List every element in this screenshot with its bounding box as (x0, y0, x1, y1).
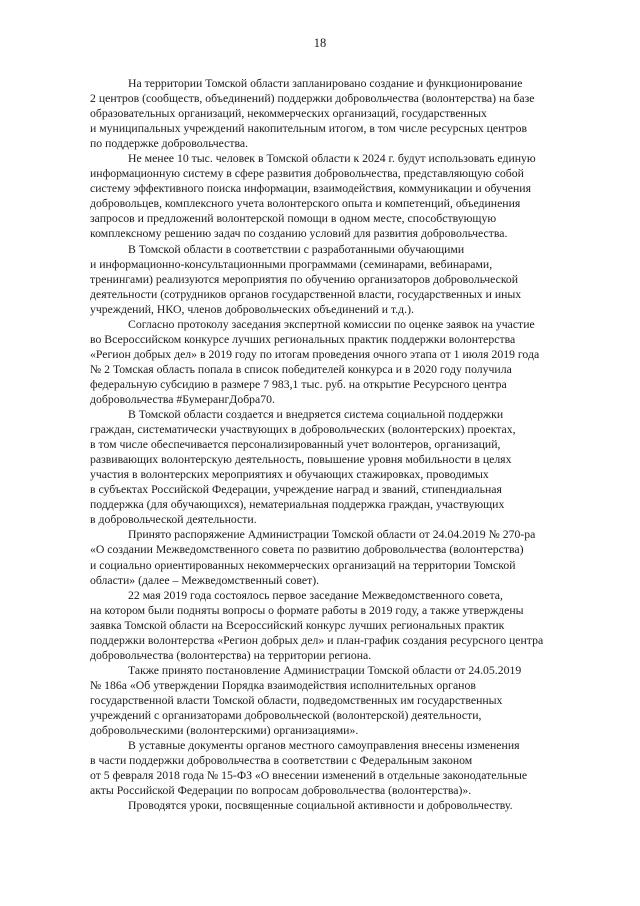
paragraph-social-support: В Томской области создается и внедряется система социальной поддержки граждан, систематически участвующих в добровольческих (волонтерских) проектах, в том числе обеспечивается персонализированный учет волонтеров, организаций, развивающих волонтерскую деятельность, повышение уровня мобильности в целях участия в волонтерских мероприятиях и обучающих стажировках, проводимых в субъектах Российской Федерации, учреждение наград и званий, стипендиальная поддержка (для обучающихся), нематериальная поддержка граждан, участвующих в добровольческой деятельности. (90, 408, 516, 527)
paragraph-volunteer-centers: На территории Томской области запланировано создание и функционирование 2 центров (сообществ, объединений) поддержки добровольчества (волонтерства) на базе образовательных организаций, некоммерческих организаций, государственных и муниципальных учреждений накопительным итогом, в том числе ресурсных центров по поддержке добровольчества. (90, 77, 535, 151)
paragraph-contest-results: Согласно протоколу заседания экспертной комиссии по оценке заявок на участие во Всероссийском конкурсе лучших региональных практик поддержки волонтерства «Регион добрых дел» в 2019 году по итогам проведения очного этапа от 1 июля 2019 года № 2 Томская область попала в список победителей конкурса и в 2020 году получила федеральную субсидию в размере 7 983,1 тыс. руб. на открытие Ресурсного центра добровольчества #БумерангДобра70. (90, 317, 540, 406)
paragraph-interaction-procedure: Также принято постановление Администрации Томской области от 24.05.2019 № 186а «Об утверждении Порядка взаимодействия исполнительных органов государственной власти Томской области, подведомственных им государственных учреждений с организаторами добровольческой (волонтерской) деятельности, добровольческими (волонтерскими) организациями». (90, 663, 522, 738)
document-body (90, 76, 582, 813)
paragraph-charter-changes: В уставные документы органов местного самоуправления внесены изменения в части поддержки добровольчества в соответствии с Федеральным законом от 5 февраля 2018 года № 15-ФЗ «О внесении изменений в отдельные законодательные акты Российской Федерации по вопросам добровольчества (волонтерства)». (90, 739, 528, 798)
paragraph-council-order: Принято распоряжение Администрации Томской области от 24.04.2019 № 270-ра «О создании Межведомственного совета по развитию добровольчества (волонтерства) и социально ориентированных некоммерческих организаций на территории Томской области» (далее – Межведомственный совет). (90, 528, 536, 587)
page-number: 18 (313, 36, 327, 50)
paragraph-information-system: Не менее 10 тыс. человек в Томской области к 2024 г. будут использовать единую информационную систему в сфере развития добровольчества, представляющую собой систему эффективного поиска информации, взаимодействия, коммуникации и обучения добровольцев, комплексного учета волонтерского опыта и компетенций, объединения запросов и предложений волонтерской помощи в одном месте, способствующую комплексному решению задач по созданию условий для развития добровольчества. (90, 152, 536, 241)
paragraph-first-meeting: 22 мая 2019 года состоялось первое заседание Межведомственного совета, на котором были подняты вопросы о формате работы в 2019 году, а также утверждены заявка Томской области на Всероссийский конкурс лучших региональных практик поддержки волонтерства «Регион добрых дел» и план-график создания ресурсного центра добровольчества (волонтерства) на территории региона. (90, 588, 544, 662)
paragraph-training-programs: В Томской области в соответствии с разработанными обучающими и информационно-консультационными программами (семинарами, вебинарами, тренингами) реализуются мероприятия по обучению организаторов добровольческой деятельности (сотрудников органов государственной власти, государственных и иных учреждений, НКО, членов добровольческих объединений и т.д.). (90, 242, 522, 316)
paragraph-lessons: Проводятся уроки, посвященные социальной активности и добровольчеству. (128, 799, 513, 813)
